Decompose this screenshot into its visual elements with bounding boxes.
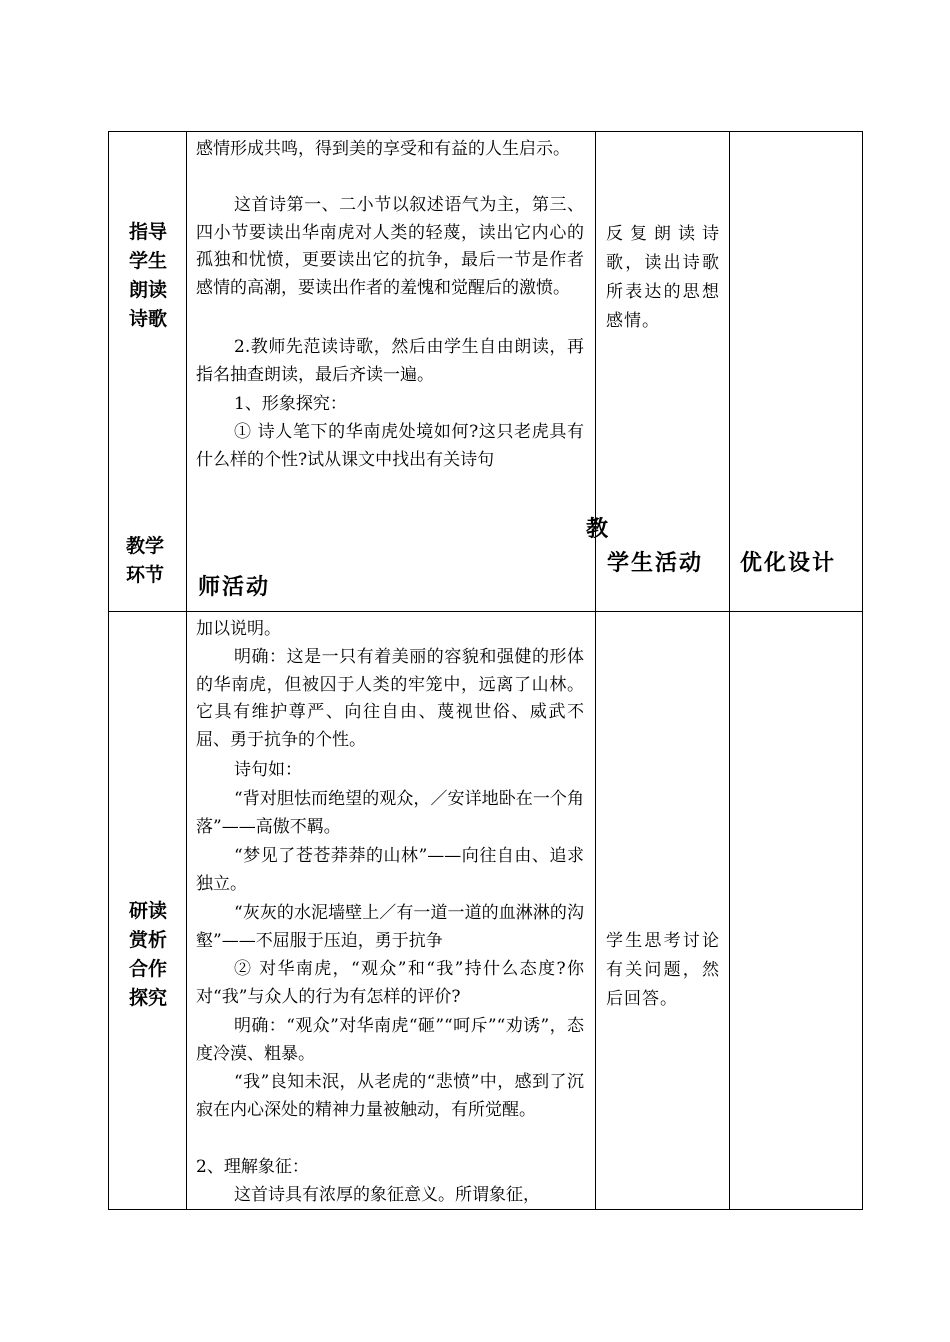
row2-paragraph: “灰灰的水泥墙壁上／有一道一道的血淋淋的沟壑”——不屈服于压迫，勇于抗争 <box>196 903 584 951</box>
header-optimized-design: 优化设计 <box>740 550 837 576</box>
row1-section-label: 指导 学生 朗读 诗歌 <box>128 221 167 330</box>
row1-paragraph: 这首诗第一、二小节以叙述语气为主，第三、四小节要读出华南虎对人类的轻蔑，读出它内心的孤独和忧愤，更要读出它的抗争，最后一节是作者感情的高潮，要读出作者的羞愧和觉醒后的激愤。 <box>196 195 584 298</box>
row1-paragraph: 1、形象探究： <box>234 394 347 414</box>
row2-paragraph: “我”良知未泯，从老虎的“悲愤”中，感到了沉寂在内心深处的精神力量被触动，有所觉醒。 <box>196 1072 584 1120</box>
row2-paragraph: 2、理解象征： <box>196 1157 309 1177</box>
row1-paragraph: ① 诗人笔下的华南虎处境如何?这只老虎具有什么样的个性?试从课文中找出有关诗句 <box>196 422 584 470</box>
row2-paragraph: 明确：这是一只有着美丽的容貌和强健的形体的华南虎，但被囚于人类的牢笼中，远离了山林。它具有维护尊严、向往自由、蔑视世俗、威武不屈、勇于抗争的个性。 <box>196 647 584 750</box>
row2-paragraph: “背对胆怯而绝望的观众，／安详地卧在一个角落”——高傲不羁。 <box>196 789 584 837</box>
row2-paragraph: 加以说明。 <box>196 619 281 639</box>
row2-paragraph: 明确：“观众”对华南虎“砸”“呵斥”“劝诱”，态度冷漠、粗暴。 <box>196 1016 584 1064</box>
table-border-right <box>862 131 863 1210</box>
row1-student-activity: 反复朗读诗歌，读出诗歌所表达的思想感情。 <box>606 224 720 331</box>
column-divider-1 <box>186 131 187 1210</box>
row2-paragraph: 诗句如： <box>234 760 302 780</box>
table-border-left <box>108 131 109 1210</box>
header-student-activity: 学生活动 <box>607 550 704 576</box>
row2-section-label: 研读 赏析 合作 探究 <box>128 900 167 1009</box>
row1-paragraph: 感情形成共鸣，得到美的享受和有益的人生启示。 <box>196 139 570 159</box>
header-section-label: 教学 环节 <box>126 535 165 586</box>
header-teacher-activity-part1: 教 <box>586 516 611 542</box>
column-divider-3 <box>729 131 730 1210</box>
row2-student-activity: 学生思考讨论有关问题，然后回答。 <box>606 931 720 1009</box>
column-divider-2 <box>595 131 596 1210</box>
row1-paragraph: 2.教师先范读诗歌，然后由学生自由朗读，再指名抽查朗读，最后齐读一遍。 <box>196 337 584 385</box>
header-teacher-activity-part2: 师活动 <box>198 574 271 600</box>
row2-paragraph: 这首诗具有浓厚的象征意义。所谓象征， <box>234 1185 540 1205</box>
table-border-top <box>108 131 863 132</box>
table-border-header-bottom <box>108 611 863 612</box>
row2-paragraph: “梦见了苍苍莽莽的山林”——向往自由、追求独立。 <box>196 846 584 894</box>
row2-paragraph: ② 对华南虎，“观众”和“我”持什么态度?你对“我”与众人的行为有怎样的评价? <box>196 959 584 1007</box>
